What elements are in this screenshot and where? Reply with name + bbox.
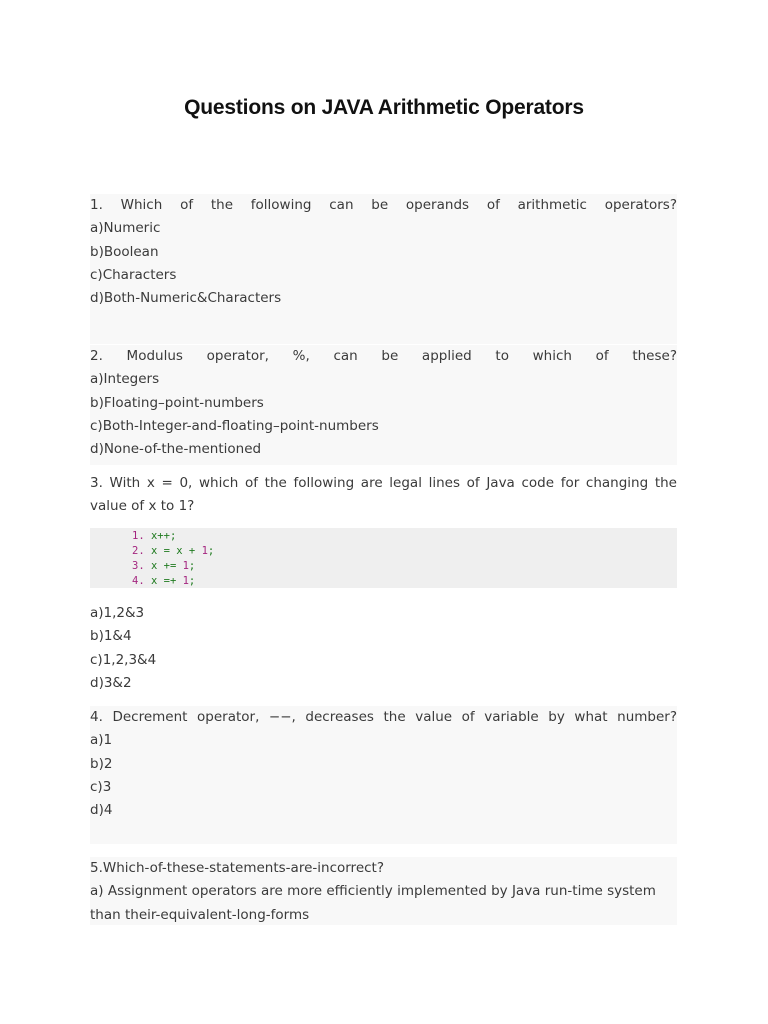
option-a: a)1,2&3 [90,605,145,621]
code-line: 1. x++; [132,530,177,542]
option-a: a)Integers [90,371,160,388]
option-c: c)Both-Integer-and-floating–point-numbers [90,417,379,434]
option-d: d)None-of-the-mentioned [90,441,262,458]
code-line: 4. x =+ 1; [132,575,196,587]
question-3 [90,472,677,522]
code-block [90,528,677,588]
code-line: 2. x = x + 1; [132,545,215,557]
question-text: 1. Which of the following can be operands of arithmetic operators? [90,197,677,213]
option-b: b)Floating–point-numbers [90,394,264,411]
question-text: 2. Modulus operator, %, can be applied to which of these? [90,348,677,364]
question-text: 5.Which-of-these-statements-are-incorrect? [90,860,385,876]
question-1 [90,194,677,344]
question-3-options [90,602,677,698]
page-title: Questions on JAVA Arithmetic Operators [184,96,584,119]
code-line: 3. x += 1; [132,560,196,572]
option-c: c)1,2,3&4 [90,651,157,668]
question-5 [90,857,677,925]
question-text: 3. With x = 0, which of the following are legal lines of Java code for changing the value of x to 1? [90,475,677,515]
question-4 [90,706,677,844]
option-c: c)3 [90,778,112,795]
option-d: d)3&2 [90,674,132,691]
option-d: d)4 [90,802,113,819]
option-b: b)1&4 [90,628,132,645]
option-a: a)1 [90,732,113,749]
question-text: 4. Decrement operator, −−, decreases the value of variable by what number? [90,709,677,725]
question-2 [90,345,677,465]
option-c: c)Characters [90,266,177,283]
option-d: d)Both-Numeric&Characters [90,290,282,307]
option-a: a)Numeric [90,220,161,237]
option-b: b)2 [90,755,113,772]
option-a: a) Assignment operators are more efficiently implemented by Java run-time system than their-equivalent-long-forms [90,883,656,923]
option-b: b)Boolean [90,243,159,260]
